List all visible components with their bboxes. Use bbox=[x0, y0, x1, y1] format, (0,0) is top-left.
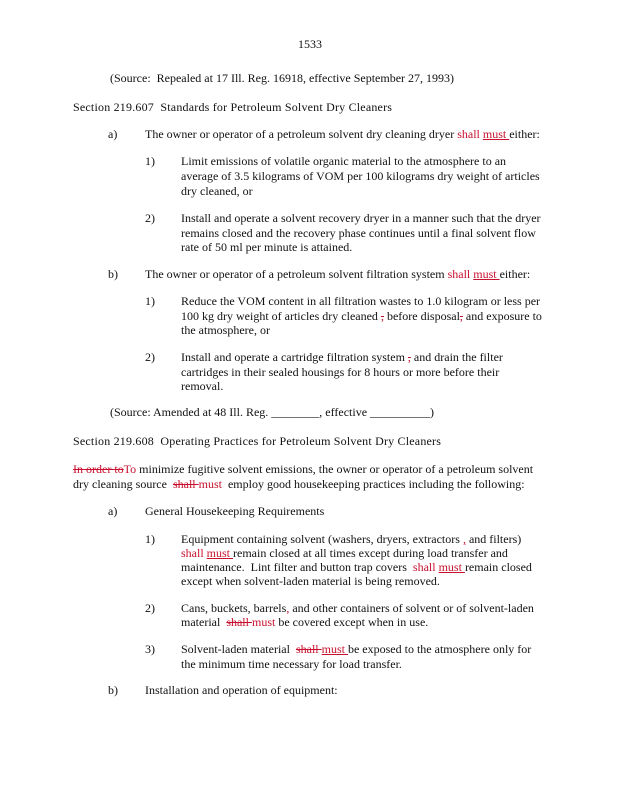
list-label: 3) bbox=[145, 642, 155, 656]
text-segment: be covered except when in use. bbox=[275, 615, 429, 629]
text-line bbox=[181, 309, 542, 323]
text-segment: minimize fugitive solvent emissions, the owner or operator of a petroleum solvent bbox=[136, 462, 534, 476]
deleted-text: shall bbox=[295, 642, 322, 656]
text-line bbox=[181, 226, 536, 240]
section-heading bbox=[73, 100, 392, 114]
page-number: 1533 bbox=[298, 37, 322, 51]
text-segment: except when solvent-laden material is being removed. bbox=[181, 574, 440, 588]
text-segment: remain closed bbox=[464, 560, 532, 574]
deleted-text: shall bbox=[172, 477, 199, 491]
text-segment: Solvent-laden material bbox=[181, 642, 296, 656]
text-segment: (Source: Amended at 48 Ill. Reg. ________, effective __________) bbox=[110, 405, 435, 419]
text-line bbox=[73, 477, 525, 491]
text-segment: (Source: Repealed at 17 Ill. Reg. 16918, effective September 27, 1993) bbox=[110, 71, 455, 85]
text-segment: Equipment containing solvent (washers, dryers, extractors bbox=[181, 532, 463, 546]
text-line bbox=[181, 574, 440, 588]
text-segment: Limit emissions of volatile organic material to the atmosphere to an bbox=[181, 154, 507, 168]
text-segment: dry cleaned, or bbox=[181, 184, 253, 198]
text-segment: 100 kg dry weight of articles dry cleaned bbox=[181, 309, 381, 323]
text-segment: Reduce the VOM content in all filtration wastes to 1.0 kilogram or less per bbox=[181, 294, 541, 308]
text-line bbox=[181, 365, 499, 379]
list-label: b) bbox=[108, 267, 118, 281]
text-segment: employ good housekeeping practices including the following: bbox=[221, 477, 525, 491]
text-segment: remain closed at all times except during load transfer and bbox=[233, 546, 508, 560]
list-label: 2) bbox=[145, 601, 155, 615]
list-label: a) bbox=[108, 504, 118, 518]
text-line bbox=[181, 323, 270, 337]
text-line bbox=[181, 154, 506, 168]
text-segment: rate of 50 ml per minute is attained. bbox=[181, 240, 353, 254]
inserted-text: must bbox=[482, 127, 510, 141]
revised-text: shall bbox=[447, 267, 471, 281]
text-line bbox=[181, 615, 428, 629]
deleted-text: , bbox=[380, 309, 384, 323]
inserted-text: must bbox=[438, 560, 465, 574]
text-segment: The owner or operator of a petroleum solvent dry cleaning dryer bbox=[145, 127, 458, 141]
text-segment: the minimum time necessary for load transfer. bbox=[181, 657, 402, 671]
revised-text: , bbox=[286, 601, 290, 615]
text-line bbox=[145, 127, 540, 141]
text-segment: Section 219.607 Standards for Petroleum Solvent Dry Cleaners bbox=[73, 100, 393, 114]
deleted-text: , bbox=[459, 309, 463, 323]
revised-text: shall bbox=[181, 546, 204, 560]
text-segment: Install and operate a cartridge filtration system bbox=[181, 350, 408, 364]
text-segment: Section 219.608 Operating Practices for Petroleum Solvent Dry Cleaners bbox=[73, 434, 442, 448]
inserted-text: , bbox=[462, 532, 466, 546]
text-line bbox=[181, 350, 503, 364]
text-line bbox=[181, 642, 531, 656]
text-segment: material bbox=[181, 615, 227, 629]
text-line bbox=[145, 683, 338, 697]
text-line bbox=[181, 546, 508, 560]
text-segment: and drain the filter bbox=[410, 350, 503, 364]
text-line bbox=[181, 294, 540, 308]
text-segment: the atmosphere, or bbox=[181, 323, 270, 337]
inserted-text: must bbox=[206, 546, 234, 560]
text-line bbox=[181, 240, 352, 254]
text-line bbox=[145, 267, 530, 281]
text-segment: and exposure to bbox=[462, 309, 542, 323]
text-segment: Cans, buckets, barrels bbox=[181, 601, 287, 615]
list-label: 1) bbox=[145, 294, 155, 308]
text-line bbox=[181, 184, 253, 198]
list-label: 1) bbox=[145, 532, 155, 546]
text-line bbox=[110, 405, 434, 419]
text-segment: maintenance. Lint filter and button trap covers bbox=[181, 560, 413, 574]
revised-text: shall bbox=[457, 127, 480, 141]
text-segment: be exposed to the atmosphere only for bbox=[347, 642, 532, 656]
text-segment: removal. bbox=[181, 379, 224, 393]
text-line bbox=[73, 462, 533, 476]
list-label: 1) bbox=[145, 154, 155, 168]
text-segment: cartridges in their sealed housings for 8 hours or more before their bbox=[181, 365, 500, 379]
list-label: a) bbox=[108, 127, 118, 141]
text-line bbox=[181, 211, 541, 225]
inserted-text: must bbox=[473, 267, 500, 281]
deleted-text: shall bbox=[226, 615, 252, 629]
text-segment: General Housekeeping Requirements bbox=[145, 504, 325, 518]
text-segment: either: bbox=[499, 267, 531, 281]
inserted-text: must bbox=[321, 642, 348, 656]
revised-text: shall bbox=[412, 560, 436, 574]
text-line bbox=[110, 71, 454, 85]
text-line bbox=[181, 601, 534, 615]
revised-text: must bbox=[251, 615, 276, 629]
deleted-text: In order to bbox=[73, 462, 124, 476]
text-line bbox=[181, 169, 540, 183]
text-segment: remains closed and the recovery phase continues until a final solvent flow bbox=[181, 226, 536, 240]
list-label: 2) bbox=[145, 211, 155, 225]
text-segment: Installation and operation of equipment: bbox=[145, 683, 338, 697]
text-segment: average of 3.5 kilograms of VOM per 100 kilograms dry weight of articles bbox=[181, 169, 540, 183]
text-line bbox=[181, 532, 521, 546]
text-line bbox=[145, 504, 324, 518]
list-label: 2) bbox=[145, 350, 155, 364]
text-segment: dry cleaning source bbox=[73, 477, 173, 491]
deleted-text: , bbox=[407, 350, 411, 364]
text-segment: before disposal bbox=[383, 309, 460, 323]
revised-text: To bbox=[123, 462, 137, 476]
section-heading bbox=[73, 434, 441, 448]
text-line bbox=[181, 379, 223, 393]
text-segment: and filters) bbox=[465, 532, 522, 546]
text-line bbox=[181, 657, 402, 671]
text-segment: The owner or operator of a petroleum solvent filtration system bbox=[145, 267, 448, 281]
text-segment: and other containers of solvent or of solvent-laden bbox=[289, 601, 534, 615]
text-line bbox=[181, 560, 532, 574]
list-label: b) bbox=[108, 683, 118, 697]
text-segment: either: bbox=[509, 127, 540, 141]
revised-text: must bbox=[198, 477, 222, 491]
text-segment: Install and operate a solvent recovery dryer in a manner such that the dryer bbox=[181, 211, 541, 225]
